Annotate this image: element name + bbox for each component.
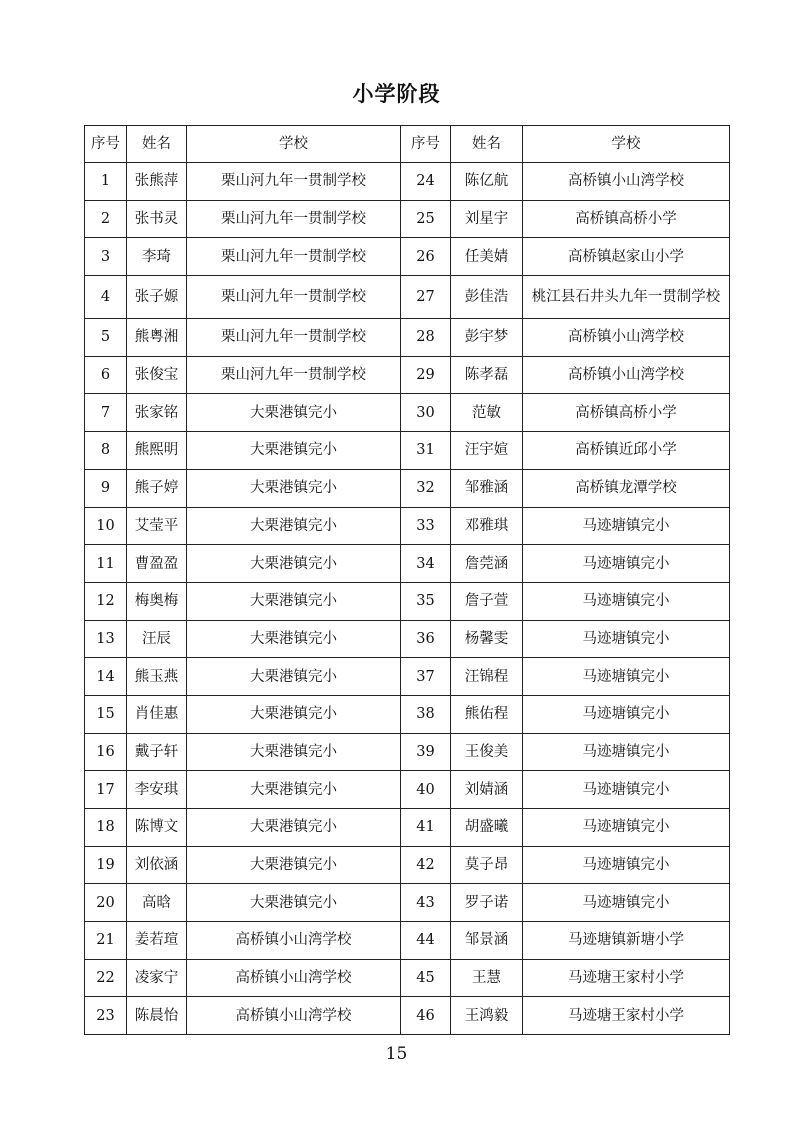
cell-name-left: 陈晨怡 — [127, 997, 187, 1035]
cell-seq-right: 44 — [401, 922, 451, 960]
cell-school-left: 栗山河九年一贯制学校 — [187, 319, 401, 357]
cell-school-right: 桃江县石井头九年一贯制学校 — [523, 276, 730, 319]
cell-seq-right: 33 — [401, 507, 451, 545]
cell-school-right: 高桥镇龙潭学校 — [523, 469, 730, 507]
cell-seq-left: 16 — [85, 733, 127, 771]
cell-school-right: 高桥镇小山湾学校 — [523, 356, 730, 394]
cell-seq-left: 23 — [85, 997, 127, 1035]
cell-seq-right: 24 — [401, 163, 451, 201]
cell-seq-left: 14 — [85, 658, 127, 696]
cell-name-left: 高晗 — [127, 884, 187, 922]
cell-seq-right: 46 — [401, 997, 451, 1035]
cell-name-right: 陈孝磊 — [451, 356, 523, 394]
cell-name-right: 胡盛曦 — [451, 809, 523, 847]
cell-school-right: 马迹塘镇完小 — [523, 846, 730, 884]
cell-name-right: 邹景涵 — [451, 922, 523, 960]
cell-seq-right: 27 — [401, 276, 451, 319]
table-row — [85, 276, 730, 319]
table-row — [85, 771, 730, 809]
cell-seq-right: 32 — [401, 469, 451, 507]
cell-school-left: 大栗港镇完小 — [187, 620, 401, 658]
cell-seq-left: 20 — [85, 884, 127, 922]
cell-school-left: 大栗港镇完小 — [187, 733, 401, 771]
cell-name-right: 范敏 — [451, 394, 523, 432]
cell-school-left: 栗山河九年一贯制学校 — [187, 163, 401, 201]
student-table — [84, 125, 730, 1035]
cell-school-right: 马迹塘镇完小 — [523, 658, 730, 696]
cell-seq-right: 38 — [401, 695, 451, 733]
cell-name-right: 汪锦程 — [451, 658, 523, 696]
cell-name-right: 王鸿毅 — [451, 997, 523, 1035]
cell-name-right: 汪宇媗 — [451, 432, 523, 470]
cell-school-left: 大栗港镇完小 — [187, 771, 401, 809]
table-row — [85, 884, 730, 922]
table-row — [85, 200, 730, 238]
cell-seq-left: 6 — [85, 356, 127, 394]
cell-school-right: 高桥镇高桥小学 — [523, 200, 730, 238]
header-seq-left: 序号 — [85, 126, 127, 163]
cell-name-right: 彭佳浩 — [451, 276, 523, 319]
cell-name-right: 陈亿航 — [451, 163, 523, 201]
cell-school-left: 大栗港镇完小 — [187, 884, 401, 922]
cell-seq-right: 28 — [401, 319, 451, 357]
cell-name-left: 熊熙明 — [127, 432, 187, 470]
cell-seq-left: 15 — [85, 695, 127, 733]
cell-seq-left: 11 — [85, 545, 127, 583]
page-number: 15 — [385, 1044, 408, 1064]
cell-name-left: 陈博文 — [127, 809, 187, 847]
cell-seq-left: 2 — [85, 200, 127, 238]
table-body — [85, 163, 730, 1035]
cell-seq-left: 22 — [85, 959, 127, 997]
cell-school-right: 高桥镇赵家山小学 — [523, 238, 730, 276]
cell-seq-left: 4 — [85, 276, 127, 319]
cell-seq-left: 8 — [85, 432, 127, 470]
cell-name-left: 熊子婷 — [127, 469, 187, 507]
cell-school-left: 大栗港镇完小 — [187, 394, 401, 432]
cell-name-right: 王慧 — [451, 959, 523, 997]
table-row — [85, 394, 730, 432]
cell-seq-right: 39 — [401, 733, 451, 771]
cell-school-left: 大栗港镇完小 — [187, 545, 401, 583]
cell-school-left: 栗山河九年一贯制学校 — [187, 238, 401, 276]
table-row — [85, 356, 730, 394]
cell-name-left: 张俊宝 — [127, 356, 187, 394]
header-name-left: 姓名 — [127, 126, 187, 163]
cell-school-left: 栗山河九年一贯制学校 — [187, 200, 401, 238]
header-name-right: 姓名 — [451, 126, 523, 163]
cell-school-right: 马迹塘镇完小 — [523, 507, 730, 545]
cell-name-right: 邹雅涵 — [451, 469, 523, 507]
header-school-right: 学校 — [523, 126, 730, 163]
table-row — [85, 319, 730, 357]
header-seq-right: 序号 — [401, 126, 451, 163]
cell-seq-right: 37 — [401, 658, 451, 696]
table-row — [85, 733, 730, 771]
cell-school-right: 马迹塘镇完小 — [523, 809, 730, 847]
cell-seq-left: 17 — [85, 771, 127, 809]
cell-name-left: 刘依涵 — [127, 846, 187, 884]
table-row — [85, 163, 730, 201]
cell-school-right: 马迹塘王家村小学 — [523, 997, 730, 1035]
cell-seq-left: 21 — [85, 922, 127, 960]
table-row — [85, 997, 730, 1035]
cell-name-right: 詹子萱 — [451, 582, 523, 620]
cell-school-right: 马迹塘王家村小学 — [523, 959, 730, 997]
cell-seq-right: 26 — [401, 238, 451, 276]
cell-name-left: 张子嫄 — [127, 276, 187, 319]
cell-name-left: 张家铭 — [127, 394, 187, 432]
cell-seq-right: 42 — [401, 846, 451, 884]
cell-school-right: 高桥镇高桥小学 — [523, 394, 730, 432]
cell-name-left: 肖佳惠 — [127, 695, 187, 733]
cell-name-left: 曹盈盈 — [127, 545, 187, 583]
cell-name-left: 张熊萍 — [127, 163, 187, 201]
cell-school-right: 马迹塘镇完小 — [523, 582, 730, 620]
cell-school-left: 大栗港镇完小 — [187, 432, 401, 470]
cell-school-left: 高桥镇小山湾学校 — [187, 997, 401, 1035]
cell-school-right: 马迹塘镇完小 — [523, 695, 730, 733]
cell-name-right: 刘星宇 — [451, 200, 523, 238]
cell-school-right: 马迹塘镇完小 — [523, 771, 730, 809]
table-row — [85, 809, 730, 847]
cell-seq-left: 1 — [85, 163, 127, 201]
cell-school-left: 大栗港镇完小 — [187, 582, 401, 620]
table-row — [85, 469, 730, 507]
cell-seq-left: 13 — [85, 620, 127, 658]
cell-school-right: 高桥镇小山湾学校 — [523, 319, 730, 357]
cell-seq-left: 18 — [85, 809, 127, 847]
cell-seq-left: 5 — [85, 319, 127, 357]
cell-seq-right: 36 — [401, 620, 451, 658]
table-row — [85, 432, 730, 470]
cell-school-right: 马迹塘镇新塘小学 — [523, 922, 730, 960]
cell-name-left: 熊粤湘 — [127, 319, 187, 357]
cell-school-left: 大栗港镇完小 — [187, 507, 401, 545]
cell-name-right: 詹莞涵 — [451, 545, 523, 583]
cell-name-left: 汪辰 — [127, 620, 187, 658]
cell-school-left: 栗山河九年一贯制学校 — [187, 356, 401, 394]
cell-school-right: 高桥镇近邱小学 — [523, 432, 730, 470]
cell-seq-right: 30 — [401, 394, 451, 432]
cell-name-right: 刘婧涵 — [451, 771, 523, 809]
cell-name-left: 凌家宁 — [127, 959, 187, 997]
cell-seq-right: 34 — [401, 545, 451, 583]
table-row — [85, 507, 730, 545]
cell-seq-left: 12 — [85, 582, 127, 620]
header-school-left: 学校 — [187, 126, 401, 163]
table-row — [85, 582, 730, 620]
cell-school-left: 大栗港镇完小 — [187, 658, 401, 696]
cell-school-right: 马迹塘镇完小 — [523, 733, 730, 771]
cell-name-left: 戴子轩 — [127, 733, 187, 771]
cell-school-left: 高桥镇小山湾学校 — [187, 959, 401, 997]
cell-school-left: 大栗港镇完小 — [187, 469, 401, 507]
table-row — [85, 238, 730, 276]
cell-school-left: 栗山河九年一贯制学校 — [187, 276, 401, 319]
table-row — [85, 695, 730, 733]
cell-seq-right: 29 — [401, 356, 451, 394]
cell-seq-right: 45 — [401, 959, 451, 997]
cell-name-left: 姜若瑄 — [127, 922, 187, 960]
cell-name-right: 杨馨雯 — [451, 620, 523, 658]
cell-seq-left: 9 — [85, 469, 127, 507]
cell-name-right: 任美婧 — [451, 238, 523, 276]
cell-school-left: 高桥镇小山湾学校 — [187, 922, 401, 960]
table-row — [85, 922, 730, 960]
cell-school-right: 马迹塘镇完小 — [523, 884, 730, 922]
cell-name-right: 罗子诺 — [451, 884, 523, 922]
cell-school-left: 大栗港镇完小 — [187, 695, 401, 733]
table-row — [85, 620, 730, 658]
cell-seq-right: 31 — [401, 432, 451, 470]
cell-name-right: 熊佑程 — [451, 695, 523, 733]
cell-name-left: 梅奥梅 — [127, 582, 187, 620]
cell-name-left: 李安琪 — [127, 771, 187, 809]
cell-name-right: 彭宇梦 — [451, 319, 523, 357]
cell-school-right: 马迹塘镇完小 — [523, 545, 730, 583]
cell-seq-left: 3 — [85, 238, 127, 276]
cell-seq-left: 19 — [85, 846, 127, 884]
cell-seq-right: 41 — [401, 809, 451, 847]
cell-name-right: 莫子昂 — [451, 846, 523, 884]
cell-name-left: 李琦 — [127, 238, 187, 276]
cell-name-left: 艾莹平 — [127, 507, 187, 545]
cell-school-right: 高桥镇小山湾学校 — [523, 163, 730, 201]
cell-seq-right: 35 — [401, 582, 451, 620]
table-header-row — [85, 126, 730, 163]
cell-name-left: 张书灵 — [127, 200, 187, 238]
table-row — [85, 545, 730, 583]
cell-school-right: 马迹塘镇完小 — [523, 620, 730, 658]
cell-name-right: 邓雅琪 — [451, 507, 523, 545]
table-row — [85, 846, 730, 884]
cell-seq-right: 43 — [401, 884, 451, 922]
cell-school-left: 大栗港镇完小 — [187, 846, 401, 884]
cell-school-left: 大栗港镇完小 — [187, 809, 401, 847]
cell-seq-right: 25 — [401, 200, 451, 238]
cell-seq-left: 10 — [85, 507, 127, 545]
cell-name-right: 王俊美 — [451, 733, 523, 771]
page-title: 小学阶段 — [352, 82, 441, 106]
cell-seq-left: 7 — [85, 394, 127, 432]
cell-name-left: 熊玉燕 — [127, 658, 187, 696]
table-row — [85, 658, 730, 696]
table-row — [85, 959, 730, 997]
cell-seq-right: 40 — [401, 771, 451, 809]
